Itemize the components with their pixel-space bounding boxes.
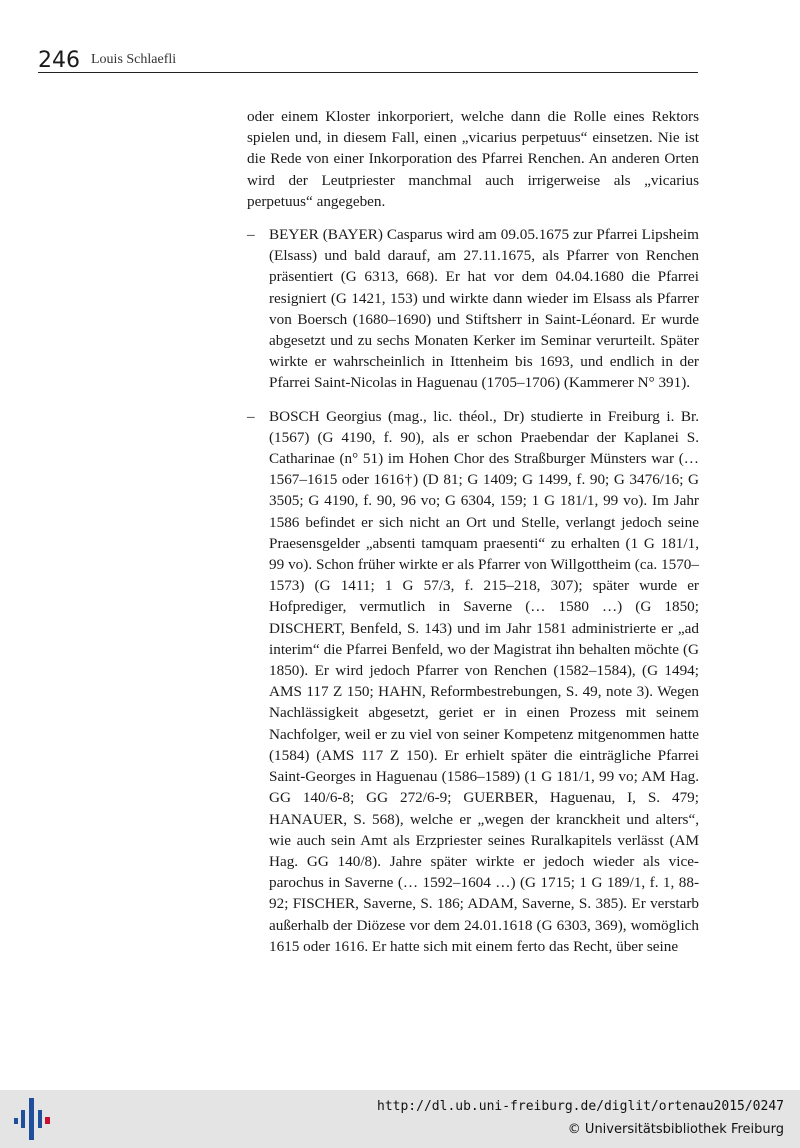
document-url-link[interactable]: http://dl.ub.uni-freiburg.de/diglit/ortenau2015/0247 — [377, 1099, 784, 1114]
intro-paragraph: oder einem Kloster inkorporiert, welche dann die Rolle eines Rektors spielen und, in diesem Fall, einen „vicarius perpetuus“ einsetzen. Nie ist die Rede von einer Inkorporation des Pfarrei Renchen. An anderen Orten wird der Leutpriester manchmal auch irrigerweise als „vicarius perpetuus“ angegeben. — [247, 108, 699, 210]
page-body — [247, 106, 699, 957]
entry-beyer — [247, 224, 699, 394]
copyright-notice: © Universitätsbibliothek Freiburg — [567, 1122, 784, 1137]
running-head: Louis Schlaefli — [91, 52, 177, 67]
entry-text: BOSCH Georgius (mag., lic. théol., Dr) studierte in Freiburg i. Br. (1567) (G 4190, f. 90), als er schon Praebendar der Kaplanei S. Catharinae (n° 51) im Hohen Chor des Straßburger Münsters war (… 1567–1615 oder 1616†) (D 81; G 1409; G 1499, f. 90; G 3476/16; G 3505; G 4190, f. 90, 96 vo; G 6304, 159; 1 G 181/1, 99 vo). Im Jahr 1586 befindet er sich nicht an Ort und Stelle, verlangt jedoch seine Praesensgelder „absenti tamquam praesenti“ zu erhalten (1 G 181/1, 99 vo). Schon früher wirkte er als Pfarrer von Willgottheim (ca. 1570–1573) (G 1411; 1 G 57/3, f. 215–218, 307); später wurde er Hofprediger, vermutlich in Saverne (… 1580 …) (G 1850; DISCHERT, Benfeld, S. 143) und im Jahr 1581 administrierte er „ad interim“ die Pfarrei Benfeld, wo der Magistrat ihn behalten möchte (G 1850). Er wird jedoch Pfarrer von Renchen (1582–1584), (G 1494; AMS 117 Z 150; HAHN, Reformbestrebungen, S. 49, note 3). Wegen Nachlässigkeit abgesetzt, geriet er in einen Prozess mit seinem Nachfolger, weil er zu viel von seiner Kompetenz mitgenommen hatte (1584) (AMS 117 Z 150). Er erhielt später die einträgliche Pfarrei Saint-Georges in Haguenau (1586–1589) (1 G 181/1, 99 vo; AM Hag. GG 140/6-8; GG 272/6-9; GUERBER, Haguenau, I, S. 479; HANAUER, S. 568), welche er „wegen der kranckheit und alters“, wie auch sein Amt als Erzpriester seines Ruralkapitels verlässt (AM Hag. GG 140/8). Jahre später wirkte er jedoch wieder als vice-parochus in Saverne (… 1592–1604 …) (G 1715; 1 G 189/1, f. 1, 88-92; FISCHER, Saverne, S. 186; ADAM, Saverne, S. 385). Er verstarb außerhalb der Diözese vor dem 24.01.1618 (G 6303, 369), womöglich 1615 oder 1616. Er hatte sich mit einem ferto das Recht, über seine — [269, 407, 699, 955]
page-header — [38, 48, 698, 73]
viewer-footer — [0, 1090, 800, 1148]
entry-dash: – — [247, 407, 255, 425]
entry-bosch — [247, 406, 699, 957]
entry-text: BEYER (BAYER) Casparus wird am 09.05.1675 zur Pfarrei Lipsheim (Elsass) und bald darauf, am 27.11.1675, als Pfarrer von Renchen präsentiert (G 6313, 668). Er hat vor dem 04.04.1680 die Pfarrei resigniert (G 1421, 153) und wirkte dann wieder im Elsass als Pfarrer von Boersch (1680–1690) und Stiftsherr in Saint-Léonard. Er wurde abgesetzt und zu sechs Monaten Kerker im Seminar verurteilt. Später wirkte er wahrscheinlich in Ittenheim bis 1693, und endlich in der Pfarrei Saint-Nicolas in Haguenau (1705–1706) (Kammerer N° 391). — [269, 226, 699, 392]
ub-freiburg-logo-icon[interactable] — [12, 1096, 52, 1142]
entry-dash: – — [247, 226, 255, 244]
page-number: 246 — [38, 48, 80, 73]
